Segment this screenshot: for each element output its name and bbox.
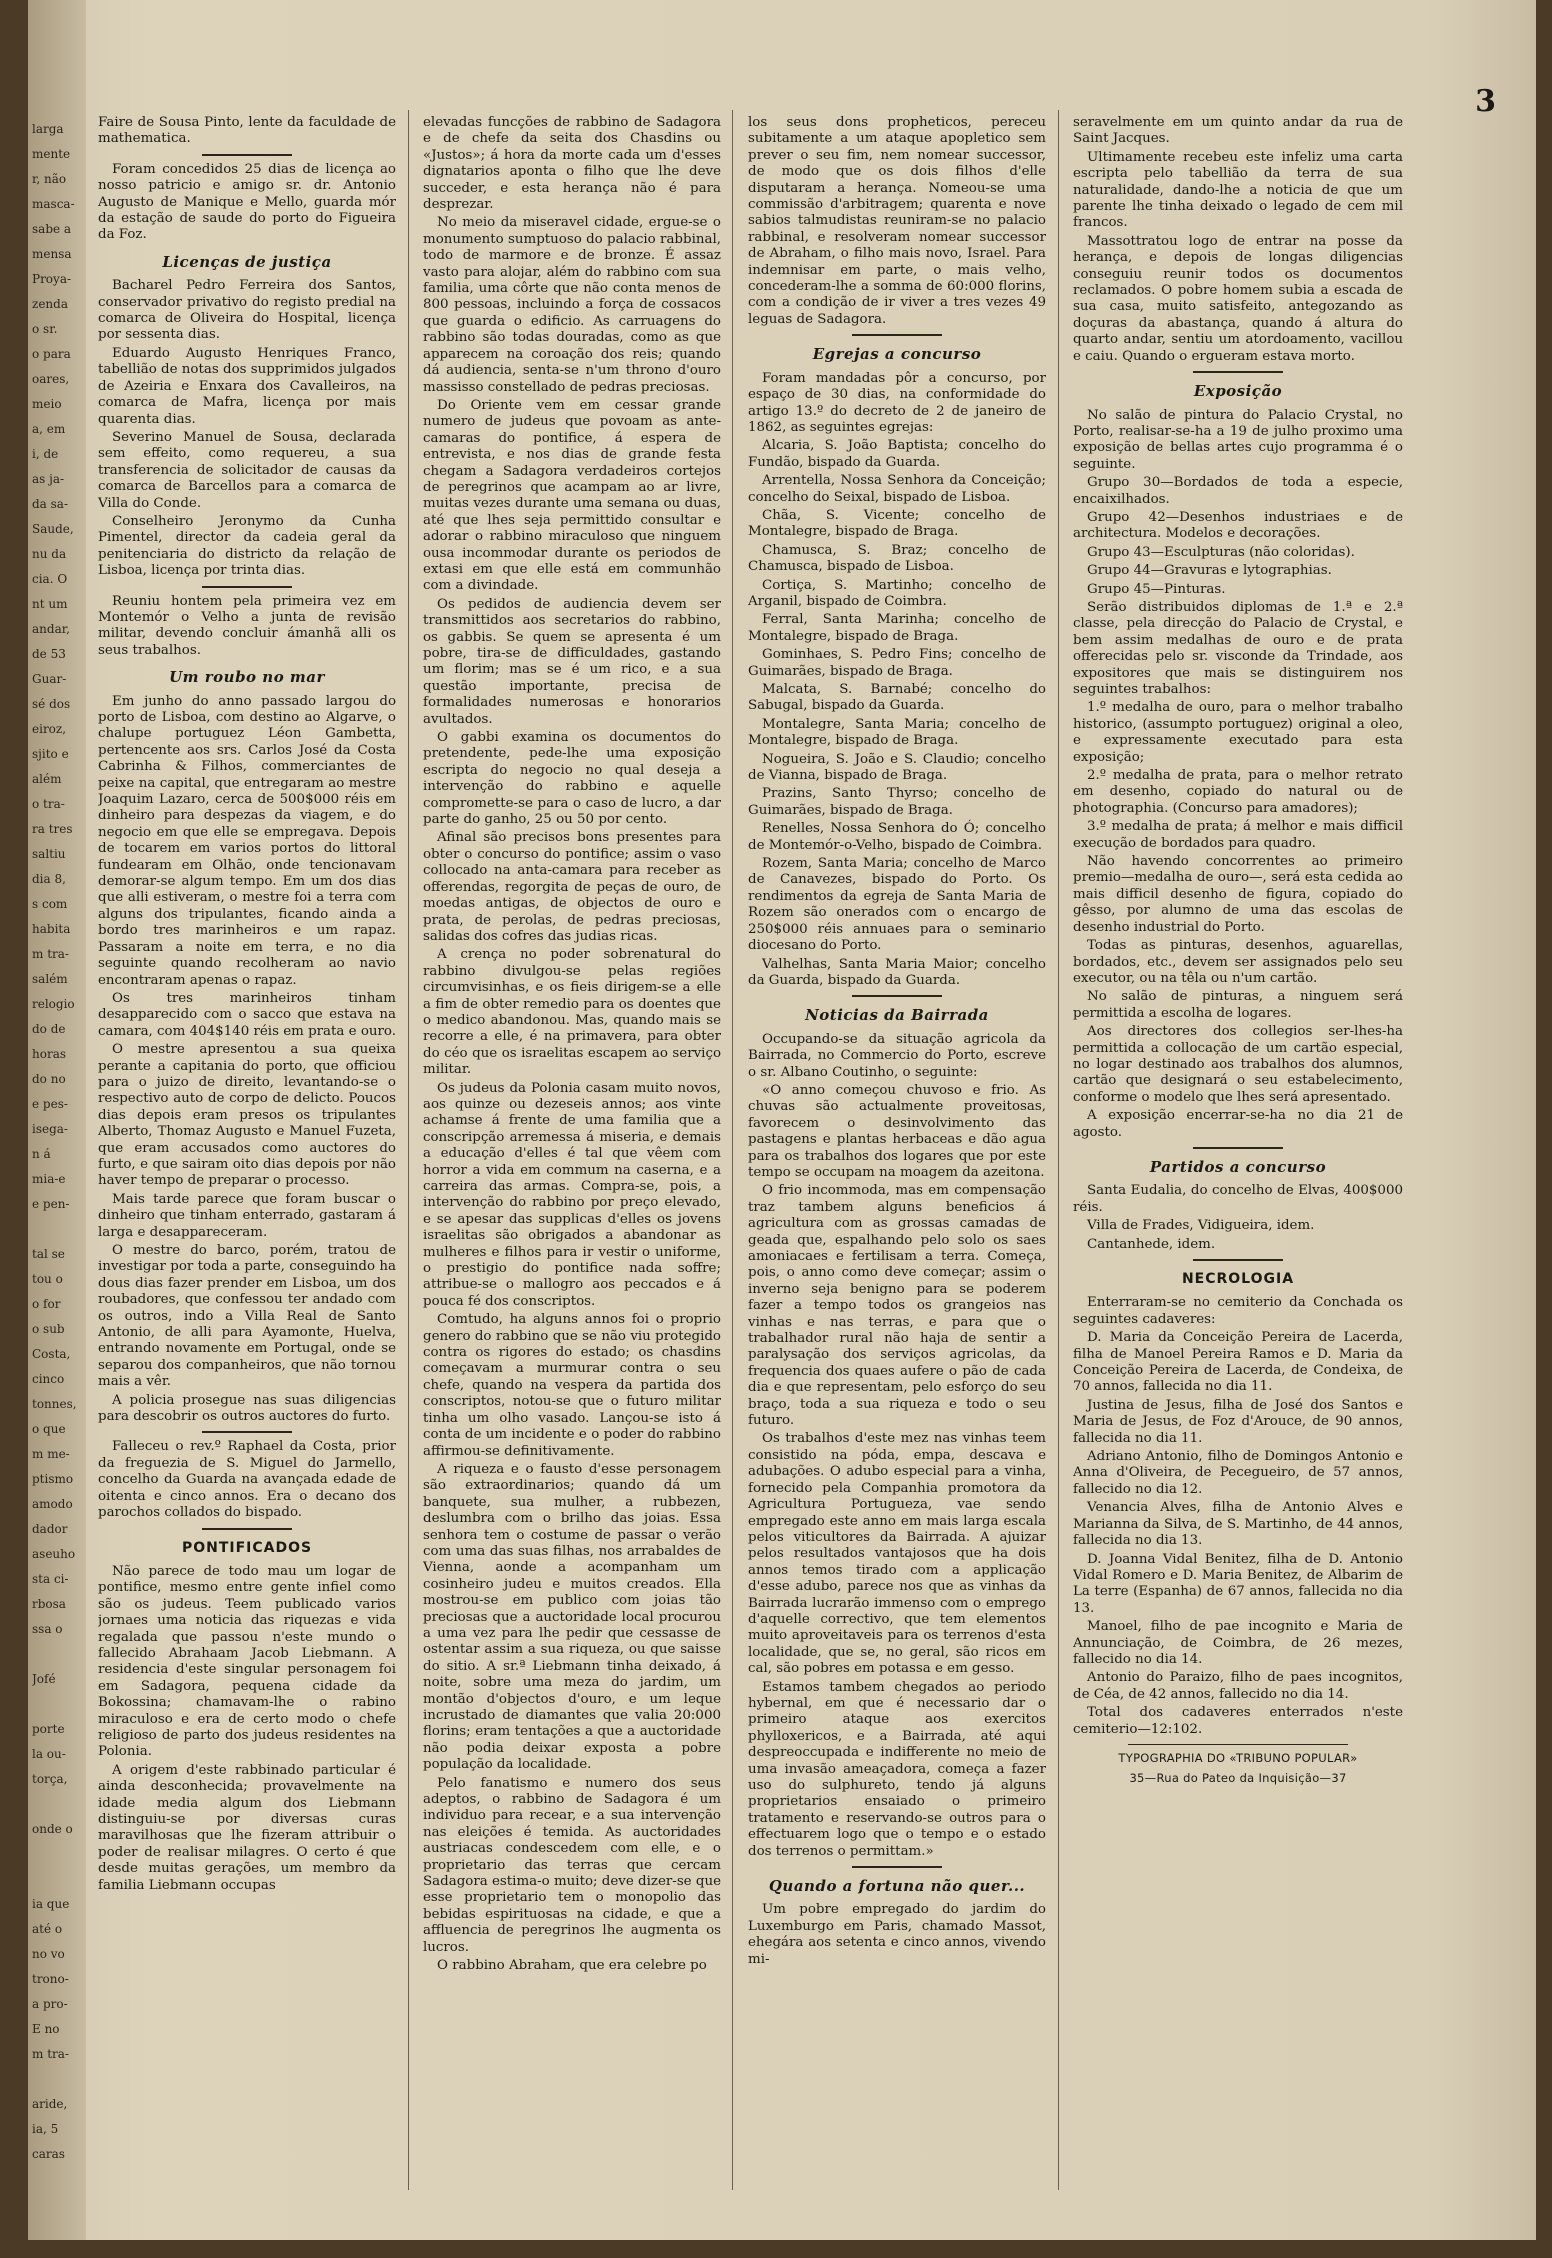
article-text: Os trabalhos d'este mez nas vinhas teem consistido na póda, empa, descava e adubações. O adubo especial para a vinha, fornecido pela Companhia promotora da Agricultura Portugueza, vae sendo empregado este anno em mais larga escala pelos viticultores da Bairrada. A ajuizar pelos resultados vantajosos que ha dois annos temos tirado com a applicação d'esse adubo, parece nos que as vinhas da Bairrada lucrarão immenso com o emprego d'aquelle correctivo, que tem elementos muito aproveitaveis para os terrenos d'esta localidade, que se, no geral, são ricos em cal, são pobres em potassa e em gesso. [748,1431,1046,1677]
list-item: 2.º medalha de prata, para o melhor retrato em desenho, copiado do natural ou de photographia. (Concurso para amadores); [1073,768,1403,816]
margin-fragment: o tra- [32,797,65,811]
margin-fragment: sta ci- [32,1572,69,1586]
margin-fragment: masca- [32,197,75,211]
margin-fragment: do no [32,1072,66,1086]
article-text: Em junho do anno passado largou do porto de Lisboa, com destino ao Algarve, o chalupe portuguez Léon Gambetta, pertencente aos srs. Carlos José da Costa Cabrinha & Filhos, commerciantes de peixe na capital, que entregaram ao mestre Joaquim Lazaro, cerca de 500$000 réis em dinheiro para despezas da viagem, e do negocio em que elle se empregava. Depois de tocarem em varios portos do littoral fundearam em Olhão, onde tencionavam demorar-se algum tempo. Em um dos dias que alli estiveram, o mestre foi a terra com alguns dos tripulantes, ficando ainda a bordo tres marinheiros e um rapaz. Passaram a noite em terra, e no dia seguinte quando recolheram ao navio encontraram apenas o rapaz. [98,693,396,988]
list-item: Montalegre, Santa Maria; concelho de Montalegre, bispado de Braga. [748,716,1046,749]
page-number: 3 [1475,84,1496,119]
margin-fragment: porte [32,1722,65,1736]
margin-fragment: ia, 5 [32,2122,59,2136]
margin-fragment: dador [32,1522,68,1536]
margin-fragment: Costa, [32,1347,71,1361]
list-item: Grupo 44—Gravuras e lytographias. [1087,563,1332,579]
list-item: Arrentella, Nossa Senhora da Conceição; concelho do Seixal, bispado de Lisboa. [748,473,1046,505]
margin-fragment: n á [32,1147,51,1161]
margin-fragment: larga [32,122,64,136]
list-item: Malcata, S. Barnabé; concelho do Sabugal, bispado da Guarda. [748,682,1046,714]
article-text: O mestre do barco, porém, tratou de investigar por toda a parte, conseguindo ha dous dias fazer prender em Lisboa, um dos roubadores, que confessou ter andado com os outros, indo a Villa Real de Santo Antonio, de alli para Ayamonte, Huelva, entrando novamente em Portugal, onde se separou dos companheiros, que não tornou mais a vêr. [98,1243,396,1390]
article-text: Occupando-se da situação agricola da Bairrada, no Commercio do Porto, escreve o sr. Albano Coutinho, o seguinte: [748,1031,1046,1080]
column-4 [1073,115,1403,2195]
margin-fragment: Saude, [32,522,74,536]
article-text: Os pedidos de audiencia devem ser transmittidos aos secretarios do rabbino, os gabbis. Se quem se apresenta é um pobre, tira-se de difficuldades, gastando um florim; mas se é um rico, e a sua questão importante, precisa de formalidades numerosas e honorarios avultados. [423,596,721,727]
margin-fragment: meio [32,397,62,411]
divider [852,1866,942,1868]
section-heading: Partidos a concurso [1149,1157,1327,1176]
article-text: O gabbi examina os documentos do pretendente, pede-lhe uma exposição escripta do negocio no qual deseja a intervenção do rabbino e aquelle compromette-se para o caso de lucro, a dar parte do ganho, 25 ou 50 por cento. [423,730,721,828]
article-text: Todas as pinturas, desenhos, aguarellas, bordados, etc., devem ser assignados pelo seu executor, ou na têla ou n'um cartão. [1073,938,1403,986]
article-text: Comtudo, ha alguns annos foi o proprio genero do rabbino que se não viu protegido contra os rigores do estado; os chasdins começavam a murmurar contra o seu chefe, quando na vespera da partida dos conscriptos, notou-se que o futuro militar tinha um olho vasado. Lançou-se isto á conta de um incidente e o poder do rabbino affirmou-se definitivamente. [423,1312,721,1459]
margin-fragment: mensa [32,247,72,261]
margin-fragment: no vo [32,1947,65,1961]
margin-fragment: dia 8, [32,872,66,886]
margin-fragment: o for [32,1297,61,1311]
list-item: Renelles, Nossa Senhora do Ó; concelho de Montemór-o-Velho, bispado de Coimbra. [748,821,1046,853]
list-item: Adriano Antonio, filho de Domingos Antonio e Anna d'Oliveira, de Pecegueiro, de 57 annos, fallecido no dia 12. [1073,1449,1403,1497]
list-item: Ferral, Santa Marinha; concelho de Montalegre, bispado de Braga. [748,612,1046,644]
margin-fragment: m tra- [32,2047,69,2061]
margin-fragment: cia. O [32,572,68,586]
margin-fragment: ssa o [32,1622,63,1636]
margin-fragment: Guar- [32,672,67,686]
margin-fragment: as ja- [32,472,65,486]
margin-fragment: além [32,772,62,786]
printer-address: 35—Rua do Pateo da Inquisição—37 [1129,1770,1347,1785]
section-heading: Egrejas a concurso [812,345,982,364]
margin-fragment: rbosa [32,1597,66,1611]
margin-fragment: o que [32,1422,66,1436]
article-text: los seus dons propheticos, pereceu subitamente a um ataque apopletico sem prever o seu fim, nem nomear successor, de modo que os dois filhos d'elle disputaram a herança. Nomeou-se uma commissão d'arbitragem; quarenta e nove sabios talmudistas reuniram-se no palacio rabbinal, e resolveram nomear successor de Abraham, o filho mais novo, Israel. Para indemnisar em parte, o mais velho, concederam-lhe a somma de 60:000 florins, com a condição de ir viver a tres vezes 49 leguas de Sadagora. [748,115,1046,327]
margin-fragment: relogio [32,997,75,1011]
list-item: Valhelhas, Santa Maria Maior; concelho da Guarda, bispado da Guarda. [748,956,1046,988]
column-2 [423,115,721,2195]
divider [852,334,942,336]
list-item: Grupo 42—Desenhos industriaes e de architectura. Modelos e decorações. [1073,509,1403,542]
list-item: Chãa, S. Vicente; concelho de Montalegre, bispado de Braga. [748,507,1046,540]
article-text: Bacharel Pedro Ferreira dos Santos, conservador privativo do registo predial na comarca de Oliveira do Hospital, licença por sessenta dias. [98,278,396,343]
margin-fragment: tal se [32,1247,65,1261]
margin-fragment: aride, [32,2097,68,2111]
divider [1128,1744,1348,1745]
list-item: 3.º medalha de prata; á melhor e mais difficil execução de bordados para quadro. [1073,819,1403,851]
section-heading: Exposição [1193,382,1283,401]
section-heading: NECROLOGIA [1181,1271,1295,1287]
list-item: Justina de Jesus, filha de José dos Santos e Maria de Jesus, de Foz d'Arouce, de 90 annos, fallecida no dia 11. [1073,1397,1403,1446]
column-rule [1058,110,1059,2190]
margin-fragment: r, não [32,172,67,186]
article-text: No salão de pintura do Palacio Crystal, no Porto, realisar-se-ha a 19 de julho proximo uma exposição de bellas artes cujo programma é o seguinte. [1073,407,1403,472]
list-item: Cantanhede, idem. [1087,1236,1216,1252]
margin-fragment: Proya- [32,272,72,286]
list-item: Venancia Alves, filha de Antonio Alves e Marianna da Silva, de S. Martinho, de 44 annos, fallecida no dia 13. [1073,1500,1403,1549]
divider [202,1431,292,1433]
margin-fragment: o para [32,347,71,361]
article-text: Conselheiro Jeronymo da Cunha Pimentel, director da cadeia geral da penitenciaria do districto da relação de Lisboa, licença por trinta dias. [98,513,396,579]
list-item: Total dos cadaveres enterrados n'este cemiterio—12:102. [1073,1705,1403,1737]
previous-page-edge [28,0,86,2240]
margin-fragment: saltiu [32,847,66,861]
margin-fragment: m tra- [32,947,69,961]
list-item: 1.º medalha de ouro, para o melhor trabalho historico, (assumpto portuguez) original a oleo, e expressamente executado para esta exposição; [1073,700,1403,765]
list-item: Villa de Frades, Vidigueira, idem. [1087,1218,1315,1234]
margin-fragment: da sa- [32,497,69,511]
margin-fragment: caras [32,2147,65,2161]
divider [202,1528,292,1530]
column-3 [748,115,1046,2195]
section-heading: PONTIFICADOS [181,1539,313,1556]
margin-fragment: amodo [32,1497,73,1511]
article-text: Pelo fanatismo e numero dos seus adeptos, o rabbino de Sadagora é um individuo para recear, e a sua intervenção nas eleições é temida. As auctoridades austriacas condescedem com elle, e o proprietario das terras que cercam Sadagora estima-o muito; deve dizer-se que esse proprietario tem o monopolio das bebidas espirituosas na cidade, e que a affluencia de peregrinos lhe augmenta os lucros. [423,1775,721,1955]
list-item: Chamusca, S. Braz; concelho de Chamusca, bispado de Lisboa. [748,542,1046,575]
margin-fragment: tou o [32,1272,63,1286]
list-item: Grupo 43—Esculpturas (não coloridas). [1087,544,1355,560]
article-text: O mestre apresentou a sua queixa perante a capitania do porto, que officiou para o juizo de direito, levantando-se o respectivo auto de corpo de delicto. Poucos dias depois eram presos os tripulantes Alberto, Thomaz Augusto e Manuel Fuzeta, que eram accusados como auctores do furto, e que sairam oito dias depois por não haver tempo de preparar o processo. [98,1042,396,1189]
list-item: Nogueira, S. João e S. Claudio; concelho de Vianna, bispado de Braga. [748,751,1046,784]
section-heading: Licenças de justiça [162,252,332,271]
section-heading: Noticias da Bairrada [805,1006,989,1025]
margin-fragment: cinco [32,1372,65,1386]
article-text: Serão distribuidos diplomas de 1.ª e 2.ª classe, pela direcção do Palacio de Crystal, e bem assim medalhas de ouro e de prata offerecidas pelo sr. visconde da Trindade, aos expositores que mais se distinguirem nos seguintes trabalhos: [1073,599,1403,697]
margin-fragment: a pro- [32,1997,68,2011]
list-item: Gominhaes, S. Pedro Fins; concelho de Guimarães, bispado de Braga. [748,647,1046,679]
article-text: Não parece de todo mau um logar de pontifice, mesmo entre gente infiel como são os judeus. Teem publicado varios jornaes uma noticia das riquezas e vida regalada que passou n'este mundo o fallecido Abrahaam Jacob Liebmann. A residencia d'este singular personagem foi em Sadagora, pequena cidade da Bokossina; chamavam-lhe o rabino miraculoso e era de certo modo o chefe religioso de parto dos judeus residentes na Polonia. [98,1563,396,1760]
margin-fragment: s com [32,897,68,911]
article-text: A origem d'este rabbinado particular é ainda desconhecida; provavelmente na idade media algum dos Liebmann distinguiu-se por diversas curas maravilhosas que lhe fizeram attribuir o poder de realisar milagres. O certo é que desde muitas gerações, um membro da familia Liebmann occupas [98,1762,396,1893]
divider [202,154,292,156]
divider [1193,371,1283,373]
article-text: Severino Manuel de Sousa, declarada sem effeito, como requereu, a sua transferencia de solicitador de causas da comarca de Barcellos para a comarca de Villa do Conde. [98,429,396,511]
newspaper-page [28,0,1536,2240]
margin-fragment: mente [32,147,71,161]
article-text: No salão de pinturas, a ninguem será permittida a escolha de logares. [1073,989,1403,1021]
list-item: Rozem, Santa Maria; concelho de Marco de Canavezes, bispado do Porto. Os rendimentos da egreja de Santa Maria de Rozem são onerados com o encargo de 250$000 réis annuaes para o seminario diocesano do Porto. [748,856,1046,954]
list-item: Antonio do Paraizo, filho de paes incognitos, de Céa, de 42 annos, fallecido no dia 14. [1073,1670,1403,1702]
article-text: A riqueza e o fausto d'esse personagem são extraordinarios; quando dá um banquete, sua mulher, a rubbezen, deslumbra com o brilho das joias. Essa senhora tem o costume de passar o verão com uma das suas filhas, nos arrabaldes de Vienna, aonde a acompanham um cosinheiro judeu e muitos creados. Ella mostrou-se em publico com joias tão preciosas que a auctoridade local procurou a uma vez para lhe pedir que cessasse de ostentar assim a sua riqueza, ou que saisse do sitio. A sr.ª Liebmann tinha deixado, á noite, sobre uma meza do jardim, um montão d'objectos d'ouro, e um leque incrustado de diamantes que valia 20:000 florins; eram tentações a que a auctoridade não podia deixar exposta a pobre população da localidade. [423,1461,721,1773]
margin-fragment: ra tres [32,822,73,836]
margin-fragment: de 53 [32,647,66,661]
margin-fragment: Jofé [32,1672,56,1686]
list-item: Santa Eudalia, do concelho de Elvas, 400$000 réis. [1073,1183,1403,1215]
margin-fragment: oares, [32,372,70,386]
article-text: Os judeus da Polonia casam muito novos, aos quinze ou dezeseis annos; aos vinte achamse á frente de uma familia que a conscripção arremessa á miseria, e demais a educação d'elles é tal que vêem com horror a vida em commum na caserna, e a carreira das armas. Compra-se, pois, a intervenção do rabbino por preço elevado, e se apesar das supplicas d'elles os jovens israelitas são obrigados a abandonar as mulheres e filhos para ir vestir o uniforme, o prestigio do pontifice nada soffre; attribue-se o mallogro aos peccados e á pouca fé dos conscriptos. [423,1080,721,1309]
article-text: No meio da miseravel cidade, ergue-se o monumento sumptuoso do palacio rabbinal, todo de marmore e de bronze. É assaz vasto para alojar, além do rabbino com sua familia, uma côrte que não conta menos de 800 pessoas, incluindo a força de cossacos que guarda o edificio. As carruagens do rabbino são todas douradas, como as que apparecem na coroação dos reis; quando dá audiencia, senta-se n'um throno d'ouro massisso constellado de pedras preciosas. [423,215,721,395]
article-text: Foram mandadas pôr a concurso, por espaço de 30 dias, na conformidade do artigo 13.º do decreto de 2 de janeiro de 1862, as seguintes egrejas: [748,370,1046,435]
article-text: Reuniu hontem pela primeira vez em Montemór o Velho a junta de revisão militar, devendo concluir ámanhã alli os seus trabalhos. [98,593,396,658]
margin-fragment: trono- [32,1972,69,1986]
margin-fragment: ptismo [32,1472,74,1486]
printer-imprint: TYPOGRAPHIA DO «TRIBUNO POPULAR» [1118,1750,1358,1765]
margin-fragment: nu da [32,547,67,561]
margin-fragment: tonnes, [32,1397,77,1411]
margin-fragment: e pen- [32,1197,70,1211]
article-text: O rabbino Abraham, que era celebre po [437,1958,707,1974]
margin-fragment: zenda [32,297,68,311]
margin-fragment: ia que [32,1897,70,1911]
article-text: Falleceu o rev.º Raphael da Costa, prior da freguezia de S. Miguel do Jarmello, concelho da Guarda na avançada edade de oitenta e cinco annos. Era o decano dos parochos collados do bispado. [98,1439,396,1521]
section-heading: Um roubo no mar [169,668,325,687]
article-text: elevadas funcções de rabbino de Sadagora e de chefe da seita dos Chasdins ou «Justos»; á hora da morte cada um d'esses dignatarios aponta o filho que lhe deve succeder, e esta herança não é para desprezar. [423,115,721,213]
article-text: Faire de Sousa Pinto, lente da faculdade de mathematica. [98,115,396,147]
margin-fragment: i, de [32,447,59,461]
margin-fragment: habita [32,922,71,936]
article-text: Não havendo concorrentes ao primeiro premio—medalha de ouro—, será esta cedida ao mais difficil desenho de figura, copiado do gêsso, por alumno de uma das escolas de desenho industrial do Porto. [1073,854,1403,935]
margin-fragment: o sub [32,1322,65,1336]
list-item: Cortiça, S. Martinho; concelho de Arganil, bispado de Coimbra. [748,577,1046,609]
divider [852,995,942,997]
margin-fragment: e pes- [32,1097,68,1111]
list-item: Prazins, Santo Thyrso; concelho de Guimarães, bispado de Braga. [748,786,1046,818]
list-item: D. Joanna Vidal Benitez, filha de D. Antonio Vidal Romero e D. Maria Benitez, de Albarim de La terre (Espanha) de 67 annos, fallecida no dia 13. [1073,1551,1403,1616]
article-text: «O anno começou chuvoso e frio. As chuvas são actualmente proveitosas, favorecem o desinvolvimento das pastagens e plantas herbaceas e dão agua para os trabalhos dos logares que por este tempo se occupam na moagem da azeitona. [748,1082,1046,1180]
margin-fragment: sabe a [32,222,72,236]
list-item: Manoel, filho de pae incognito e Maria de Annunciação, de Coimbra, de 26 mezes, fallecido no dia 14. [1073,1619,1403,1667]
divider [1193,1147,1283,1149]
article-text: Mais tarde parece que foram buscar o dinheiro que tinham enterrado, gastaram á larga e desappareceram. [98,1191,396,1240]
margin-fragment: mia-e [32,1172,66,1186]
column-1 [98,115,396,2195]
margin-fragment: até o [32,1922,63,1936]
list-item: Alcaria, S. João Baptista; concelho do Fundão, bispado da Guarda. [748,438,1046,470]
margin-fragment: a, em [32,422,66,436]
margin-fragment: sé dos [32,697,71,711]
margin-fragment: salém [32,972,68,986]
article-text: A crença no poder sobrenatural do rabbino divulgou-se pelas regiões circumvisinhas, e os fieis dirigem-se a elle a fim de obter remedio para os doentes que o medico abandonou. Mas, quando mais se recorre a elle, é na primavera, para obter do céo que os israelitas escapem ao serviço militar. [423,947,721,1078]
margin-fragment: o sr. [32,322,58,336]
article-text: Ultimamente recebeu este infeliz uma carta escripta pelo tabellião da terra de sua naturalidade, dando-lhe a noticia de que um parente lhe tinha deixado o legado de cem mil francos. [1073,149,1403,231]
article-text: Os tres marinheiros tinham desapparecido com o sacco que estava na camara, com 404$140 réis em prata e ouro. [98,990,396,1039]
article-text: A exposição encerrar-se-ha no dia 21 de agosto. [1073,1108,1403,1140]
article-text: seravelmente em um quinto andar da rua de Saint Jacques. [1073,115,1403,147]
margin-fragment: E no [32,2022,60,2036]
margin-fragment: m me- [32,1447,70,1461]
margin-fragment: aseuho [32,1547,76,1561]
divider [1193,1259,1283,1261]
article-text: Do Oriente vem em cessar grande numero de judeus que povoam as ante-camaras do pontifice, á espera de entrevista, e nos dias de grande festa chegam a Sadagora verdadeiros cortejos de peregrinos que acampam ao ar livre, muitas vezes durante uma semana ou duas, até que lhes seja permittido consultar e adorar o rabbino miraculoso que ninguem ousa incommodar durante os periodos de extasi em que elle está em communhão com a divindade. [423,397,721,594]
article-text: Massottratou logo de entrar na posse da herança, e depois de longas diligencias conseguiu reunir todos os documentos reclamados. O pobre homem subia a escada de sua casa, muito satisfeito, antegozando as doçuras da abastança, quando á altura do quarto andar, sentiu um atordoamento, vacillou e caiu. Quando o ergueram estava morto. [1073,233,1403,364]
column-rule [732,110,733,2190]
margin-fragment: torça, [32,1772,68,1786]
article-text: A policia prosegue nas suas diligencias para descobrir os outros auctores do furto. [98,1392,396,1425]
article-text: Afinal são precisos bons presentes para obter o concurso do pontifice; assim o vaso collocado na anta-camara para receber as offerendas, regorgita de peças de ouro, de moedas antigas, de objectos de ouro e prata, de perolas, de pedras preciosas, salidas dos cofres das judias ricas. [423,830,721,944]
list-item: Grupo 30—Bordados de toda a especie, encaixilhados. [1073,475,1403,507]
list-item: Grupo 45—Pinturas. [1087,581,1226,597]
margin-fragment: nt um [32,597,68,611]
margin-fragment: isega- [32,1122,68,1136]
margin-fragment: eiroz, [32,722,67,736]
divider [202,586,292,588]
list-item: D. Maria da Conceição Pereira de Lacerda, filha de Manoel Pereira Ramos e D. Maria da Conceição Pereira de Lacerda, de Condeixa, de 70 annos, fallecida no dia 11. [1073,1330,1403,1395]
margin-fragment: sjito e [32,747,69,761]
article-text: Enterraram-se no cemiterio da Conchada os seguintes cadaveres: [1073,1295,1403,1327]
article-text: Aos directores dos collegios ser-lhes-ha permittida a collocação de um cartão especial, no logar destinado aos trabalhos dos alumnos, cartão que designará o seu estabelecimento, conforme o modelo que lhes será apresentado. [1073,1024,1403,1105]
article-text: Foram concedidos 25 dias de licença ao nosso patricio e amigo sr. dr. Antonio Augusto de Manique e Mello, guarda mór da estação de saude do porto do Figueira da Foz. [98,161,396,243]
column-rule [408,110,409,2190]
article-text: Eduardo Augusto Henriques Franco, tabellião de notas dos supprimidos julgados de Azeiria e Enxara dos Cavalleiros, na comarca de Mafra, licença por mais quarenta dias. [98,345,396,427]
margin-fragment: do de [32,1022,66,1036]
margin-fragment: andar, [32,622,70,636]
article-text: Estamos tambem chegados ao periodo hybernal, em que é necessario dar o primeiro ataque aos exercitos phylloxericos, e a Bairrada, até aqui despreoccupada e indifferente no meio de uma invasão ameaçadora, começa a fazer uso do sulphureto, tendo já alguns proprietarios ensaiado o primeiro tratamento e reservando-se outros para o effectuarem logo que o tempo e o estado dos terrenos o permittam.» [748,1679,1046,1859]
margin-fragment: onde o [32,1822,73,1836]
article-text: Um pobre empregado do jardim do Luxemburgo em Paris, chamado Massot, ehegára aos setenta e cinco annos, vivendo mi- [748,1902,1046,1967]
margin-fragment: la ou- [32,1747,66,1761]
article-text: O frio incommoda, mas em compensação traz tambem alguns beneficios á agricultura com as grossas camadas de geada que, espalhando pelo solo os saes amoniacaes e fertilisam a terra. Começa, pois, o anno como deve começar; assim o inverno seja benigno para se poderem fazer a tempo todos os grangeios nas vinhas e nas terras, e para que o trabalhador rural não haja de sentir a paralysação dos serviços agricolas, da frequencia dos quaes aufere o pão de cada dia e que representam, pelo esforço do seu braço, toda a sua riqueza e todo o seu futuro. [748,1183,1046,1429]
section-heading: Quando a fortuna não quer... [768,1877,1026,1896]
margin-fragment: horas [32,1047,67,1061]
